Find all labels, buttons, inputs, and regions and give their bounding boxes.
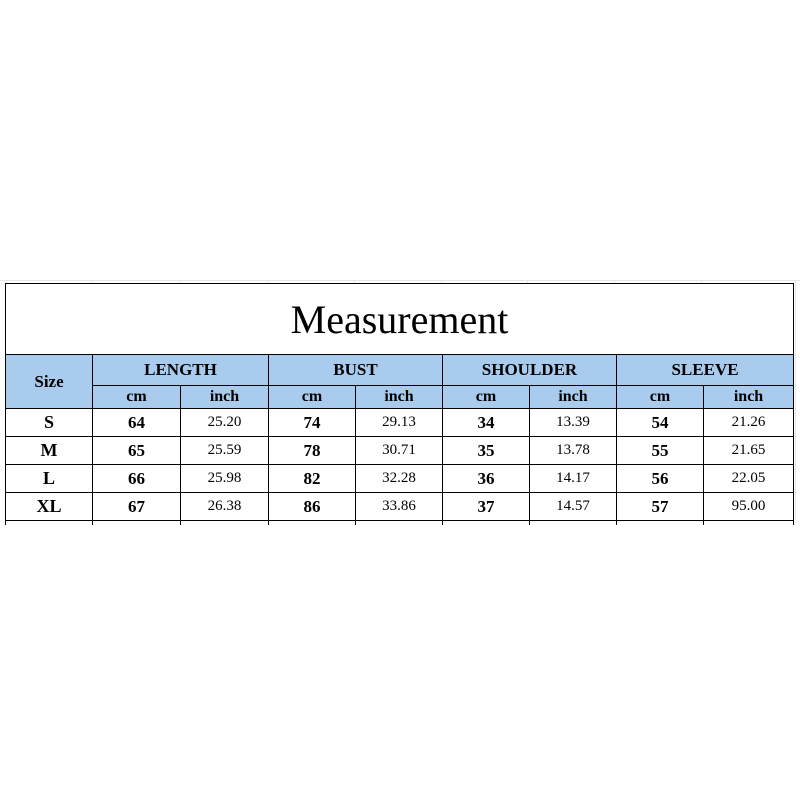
length-cm-value: 67 xyxy=(93,493,181,521)
sleeve-inch-value: 22.05 xyxy=(704,465,794,493)
shoulder-inch-unit: inch xyxy=(530,386,617,409)
table-row xyxy=(6,437,794,465)
bust-inch-value: 33.86 xyxy=(356,493,443,521)
table-row xyxy=(6,409,794,437)
bust-cm-value: 74 xyxy=(269,409,356,437)
bust-inch-value: 29.13 xyxy=(356,409,443,437)
length-header: LENGTH xyxy=(93,355,269,386)
size-label: M xyxy=(6,437,93,465)
table-row xyxy=(6,493,794,521)
shoulder-cm-value: 34 xyxy=(443,409,530,437)
sleeve-cm-value: 56 xyxy=(617,465,704,493)
length-inch-value: 25.20 xyxy=(181,409,269,437)
bust-inch-value: 30.71 xyxy=(356,437,443,465)
length-inch-value: 25.59 xyxy=(181,437,269,465)
bust-cm-unit: cm xyxy=(269,386,356,409)
shoulder-inch-value: 14.17 xyxy=(530,465,617,493)
length-cm-value: 65 xyxy=(93,437,181,465)
sleeve-inch-value: 21.65 xyxy=(704,437,794,465)
bust-inch-unit: inch xyxy=(356,386,443,409)
length-inch-unit: inch xyxy=(181,386,269,409)
sleeve-inch-unit: inch xyxy=(704,386,794,409)
length-cm-value: 64 xyxy=(93,409,181,437)
size-label: XL xyxy=(6,493,93,521)
sleeve-cm-value: 57 xyxy=(617,493,704,521)
length-cm-value: 66 xyxy=(93,465,181,493)
shoulder-header: SHOULDER xyxy=(443,355,617,386)
sleeve-cm-value: 55 xyxy=(617,437,704,465)
length-cm-unit: cm xyxy=(93,386,181,409)
sleeve-inch-value: 95.00 xyxy=(704,493,794,521)
shoulder-cm-value: 36 xyxy=(443,465,530,493)
length-inch-value: 26.38 xyxy=(181,493,269,521)
length-inch-value: 25.98 xyxy=(181,465,269,493)
bust-cm-value: 86 xyxy=(269,493,356,521)
size-column-header: Size xyxy=(6,355,93,409)
shoulder-inch-value: 13.39 xyxy=(530,409,617,437)
table-row-partial xyxy=(6,521,794,526)
shoulder-cm-value: 35 xyxy=(443,437,530,465)
bust-header: BUST xyxy=(269,355,443,386)
size-label: S xyxy=(6,409,93,437)
shoulder-cm-unit: cm xyxy=(443,386,530,409)
size-label: L xyxy=(6,465,93,493)
chart-title: Measurement xyxy=(6,284,794,355)
sleeve-cm-unit: cm xyxy=(617,386,704,409)
table-row xyxy=(6,465,794,493)
shoulder-inch-value: 13.78 xyxy=(530,437,617,465)
sleeve-cm-value: 54 xyxy=(617,409,704,437)
bust-cm-value: 82 xyxy=(269,465,356,493)
size-chart-table xyxy=(5,283,794,525)
shoulder-inch-value: 14.57 xyxy=(530,493,617,521)
sleeve-inch-value: 21.26 xyxy=(704,409,794,437)
shoulder-cm-value: 37 xyxy=(443,493,530,521)
bust-cm-value: 78 xyxy=(269,437,356,465)
sleeve-header: SLEEVE xyxy=(617,355,794,386)
bust-inch-value: 32.28 xyxy=(356,465,443,493)
